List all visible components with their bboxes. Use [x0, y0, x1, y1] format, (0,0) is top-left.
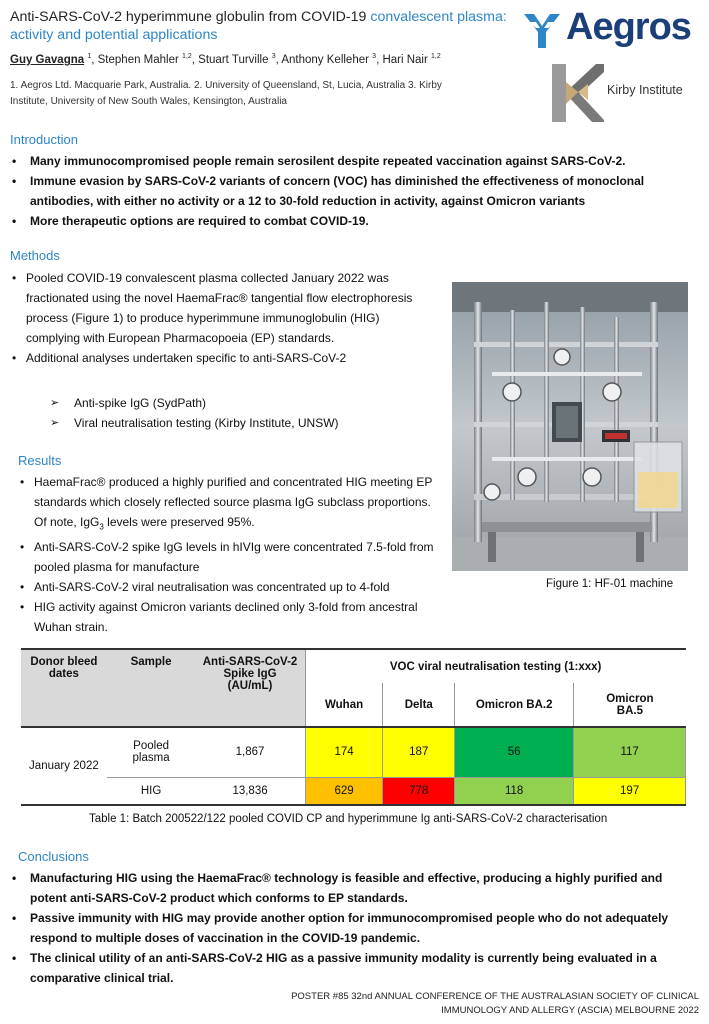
aegros-mark-icon: [522, 10, 562, 50]
table-header-wuhan: Wuhan: [305, 683, 383, 727]
list-item: • The clinical utility of an anti-SARS-CoV-2 HIG as a passive immunity modality is currently being evaluated in a comparative clinical trial.: [10, 948, 700, 988]
poster-title-highlight: convalescent plasma: activity and potential applications: [10, 9, 507, 43]
conclusions-heading: Conclusions: [18, 849, 89, 864]
results-heading: Results: [18, 453, 62, 468]
voc-results-table: [21, 648, 686, 806]
affiliations: 1. Aegros Ltd. Macquarie Park, Australia. 2. University of Queensland, St, Lucia, Australia 3. Kirby Institute, University of New South Wales, Kensington, Australia: [10, 80, 442, 107]
table-cell-omicron-ba5: 117: [574, 727, 686, 777]
conclusions-list: [10, 868, 700, 988]
author-affiliation-mark: 1: [87, 53, 92, 60]
table-header-donor: Donor bleed dates: [21, 649, 107, 727]
author-list: Guy Gavagna $^1$, Stephen Mahler $^{1,2}$, Stuart Turville $^3$, Anthony Kelleher $^3$, Hari Nair $^{1,2}$: [10, 53, 441, 66]
author-name: Stuart Turville: [198, 53, 269, 66]
table-cell-spike: 13,836: [195, 777, 305, 805]
table-cell-sample: Pooled plasma: [107, 727, 196, 777]
author-affiliation-mark: 1,2: [182, 53, 192, 60]
list-item: • Anti-SARS-CoV-2 spike IgG levels in hIVIg were concentrated 7.5-fold from pooled plasma for manufacture: [18, 537, 438, 577]
list-item: • More therapeutic options are required to combat COVID-19.: [10, 211, 700, 231]
aegros-logo: [522, 8, 702, 52]
table-header-spike-igg: Anti-SARS-CoV-2 Spike IgG (AU/mL): [195, 649, 305, 727]
table-cell-spike: 1,867: [195, 727, 305, 777]
author-name: Guy Gavagna: [10, 53, 85, 66]
hf01-machine-photo: [452, 282, 688, 571]
table-cell-donor-date: January 2022: [21, 727, 107, 805]
list-item: ➢ Anti-spike IgG (SydPath): [50, 393, 430, 413]
author-name: Hari Nair: [382, 53, 428, 66]
table-cell-omicron-ba2: 118: [455, 777, 574, 805]
table-row: [21, 727, 686, 777]
results-item-text: HaemaFrac® produced a highly purified and concentrated HIG meeting EP standards which closely reflected source plasma IgG subclass proportions. Of note, IgG: [34, 475, 433, 529]
list-item: • Manufacturing HIG using the HaemaFrac® technology is feasible and effective, producing a highly purified and potent anti-SARS-CoV-2 product which conforms to EP standards.: [10, 868, 700, 908]
author-name: Stephen Mahler: [97, 53, 179, 66]
methods-list: [10, 268, 430, 368]
table-header-omicron-ba5: Omicron BA.5: [574, 683, 686, 727]
list-item: • Passive immunity with HIG may provide another option for immunocompromised people who do not adequately respond to multiple doses of vaccination in the COVID-19 pandemic.: [10, 908, 700, 948]
table-header-omicron-ba2: Omicron BA.2: [455, 683, 574, 727]
author-affiliation-mark: 3: [271, 53, 276, 60]
table-header-voc: VOC viral neutralisation testing (1:xxx): [305, 649, 685, 683]
kirby-mark-icon: [548, 62, 604, 124]
methods-sublist: [50, 393, 430, 433]
results-list: [18, 472, 438, 637]
table-header-sample: Sample: [107, 649, 196, 727]
results-item-subscript: 3: [99, 522, 104, 532]
list-item: ➢ Viral neutralisation testing (Kirby Institute, UNSW): [50, 413, 430, 433]
list-item: • Immune evasion by SARS-CoV-2 variants of concern (VOC) has diminished the effectiveness of monoclonal antibodies, with either no activity or a 12 to 30-fold reduction in activity, against Omicron variants: [10, 171, 700, 211]
list-item: • HIG activity against Omicron variants declined only 3-fold from ancestral Wuhan strain.: [18, 597, 438, 637]
author-affiliation-mark: 1,2: [431, 53, 441, 60]
list-item: • Anti-SARS-CoV-2 viral neutralisation was concentrated up to 4-fold: [18, 577, 438, 597]
introduction-list: [10, 151, 700, 231]
machine-illustration: [452, 282, 688, 571]
table-cell-omicron-ba5: 197: [574, 777, 686, 805]
introduction-heading: Introduction: [10, 132, 78, 147]
results-item-text: levels were preserved 95%.: [103, 515, 255, 529]
poster-title-main: Anti-SARS-CoV-2 hyperimmune globulin from COVID-19: [10, 9, 371, 25]
methods-heading: Methods: [10, 248, 60, 263]
table-header-delta: Delta: [383, 683, 455, 727]
list-item: • Many immunocompromised people remain serosilent despite repeated vaccination against SARS-CoV-2.: [10, 151, 700, 171]
list-item: • Additional analyses undertaken specific to anti-SARS-CoV-2: [10, 348, 430, 368]
poster-title: [10, 8, 510, 44]
table-cell-wuhan: 174: [305, 727, 383, 777]
figure-caption: Figure 1: HF-01 machine: [546, 578, 674, 590]
table-caption: Table 1: Batch 200522/122 pooled COVID CP and hyperimmune Ig anti-SARS-CoV-2 characterisation: [89, 813, 608, 825]
table-cell-wuhan: 629: [305, 777, 383, 805]
author-affiliation-mark: 3: [372, 53, 377, 60]
table-cell-omicron-ba2: 56: [455, 727, 574, 777]
list-item: • Pooled COVID-19 convalescent plasma collected January 2022 was fractionated using the novel HaemaFrac® tangential flow electrophoresis process (Figure 1) to produce hyperimmune immunoglobulin (HIG) complying with European Pharmacopoeia (EP) standards.: [10, 268, 430, 348]
table-cell-delta: 187: [383, 727, 455, 777]
kirby-logo-text: Kirby Institute: [607, 83, 683, 97]
author-name: Anthony Kelleher: [281, 53, 369, 66]
table-cell-sample: HIG: [107, 777, 196, 805]
table-row: [21, 777, 686, 805]
aegros-logo-text: Aegros: [566, 6, 691, 48]
table-cell-delta: 778: [383, 777, 455, 805]
list-item: [18, 472, 438, 537]
poster-footer: POSTER #85 32nd ANNUAL CONFERENCE OF THE AUSTRALASIAN SOCIETY OF CLINICAL IMMUNOLOGY AND ALLERGY (ASCIA) MELBOURNE 2022: [291, 991, 699, 1016]
